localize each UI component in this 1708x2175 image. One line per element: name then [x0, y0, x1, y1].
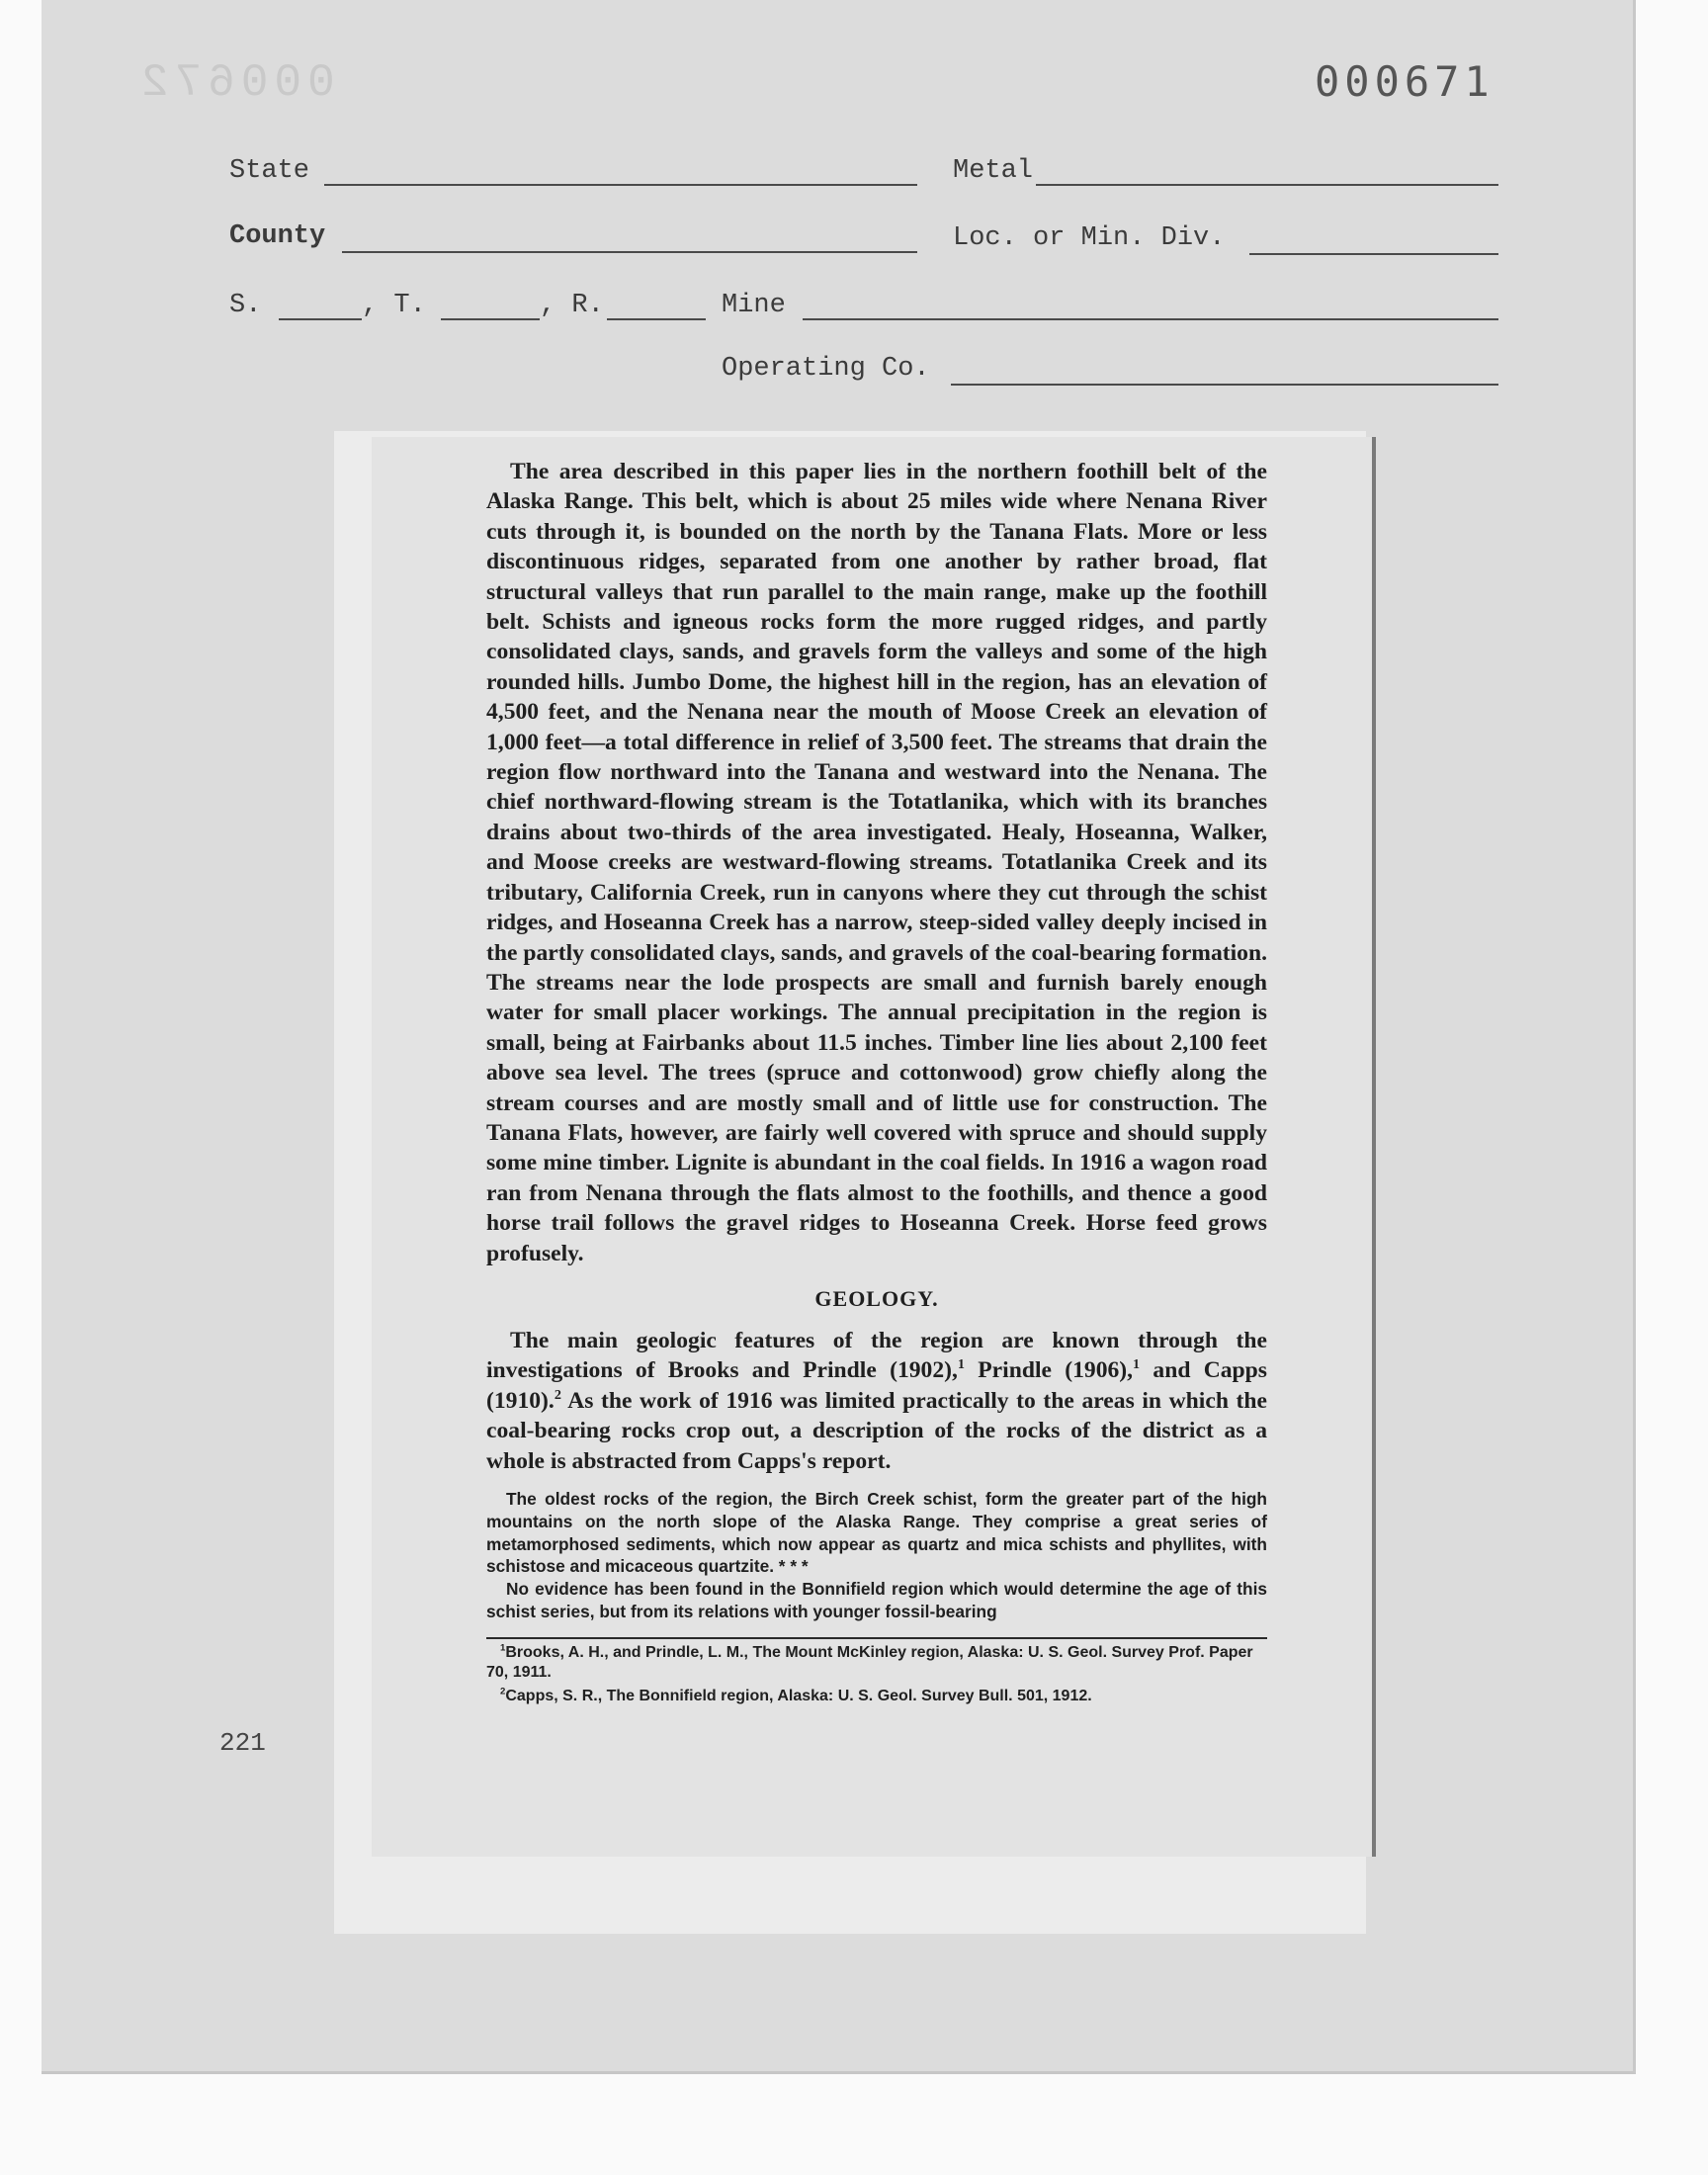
loc-field[interactable] [1249, 253, 1498, 255]
county-field[interactable] [342, 251, 917, 253]
ghost-card-number: 000672 [135, 57, 335, 109]
geology-heading: GEOLOGY. [814, 1285, 939, 1311]
s-label: S. [229, 291, 262, 320]
operating-field[interactable] [951, 384, 1498, 386]
footnote-2: $^2$Capps, S. R., The Bonnifield region, Alaska: U. S. Geol. Survey Bull. 501, 1912. [500, 1686, 1092, 1704]
footnote-rule [486, 1637, 1267, 1639]
quote-paragraph-2: No evidence has been found in the Bonnifield region which would determine the age of this schist series, but from its relations with younger fossil-bearing [486, 1579, 1267, 1621]
state-label: State [229, 156, 310, 186]
mine-label: Mine [722, 291, 786, 320]
footnote-1: $^1$Brooks, A. H., and Prindle, L. M., The Mount McKinley region, Alaska: U. S. Geol. Survey Prof. Paper 70, 1911. [486, 1642, 1253, 1681]
intro-paragraph: The area described in this paper lies in the northern foothill belt of the Alaska Range. This belt, which is about 25 miles wide where Nenana River cuts through it, is bounded on the north by the Tanana Flats. More or less discontinuous ridges, separated from one another by rather broad, flat structural valleys that run parallel to the main range, make up the foothill belt. Schists and igneous rocks form the more rugged ridges, and partly consolidated clays, sands, and gravels form the valleys and some of the high rounded hills. Jumbo Dome, the highest hill in the region, has an elevation of 4,500 feet, and the Nenana near the mouth of Moose Creek an elevation of 1,000 feet—a total difference in relief of 3,500 feet. The streams that drain the region flow northward into the Tanana and westward into the Nenana. The chief northward-flowing stream is the Totatlanika, which with its branches drains about two-thirds of the area investigated. Healy, Hoseanna, Walker, and Moose creeks are westward-flowing streams. Totatlanika Creek and its tributary, California Creek, run in canyons where they cut through the schist ridges, and Hoseanna Creek has a narrow, steep-sided valley deeply incised in the partly consolidated clays, sands, and gravels of the coal-bearing formation. The streams near the lode prospects are small and furnish barely enough water for small placer workings. The annual precipitation in the region is small, being at Fairbanks about 11.5 inches. Timber line lies about 2,100 feet above sea level. The trees (spruce and cottonwood) grow chiefly along the stream courses and are mostly small and of little use for construction. The Tanana Flats, however, are fairly well covered with spruce and should supply some mine timber. Lignite is abundant in the coal fields. In 1916 a wagon road ran from Nenana through the flats almost to the foothills, and thence a good horse trail follows the gravel ridges to Hoseanna Creek. Horse feed grows profusely. [486, 459, 1267, 1266]
range-field[interactable] [607, 318, 706, 320]
geology-paragraph: The main geologic features of the region are known through the investigations of Brooks and Prindle (1902),$^1$ Prindle (1906),$^1$ and Capps (1910).$^2$ As the work of 1916 was limited practically to the areas in which the coal-bearing rocks crop out, a description of the rocks of the district as a whole is abstracted from Capps's report. [486, 1327, 1267, 1474]
clipping-text [486, 457, 1267, 1706]
r-label: , R. [540, 291, 604, 320]
township-field[interactable] [441, 318, 540, 320]
quote-paragraph-1: The oldest rocks of the region, the Birch Creek schist, form the greater part of the high mountains on the north slope of the Alaska Range. They comprise a great series of metamorphosed sediments, which now appear as quartz and mica schists and phyllites, with schistose and micaceous quartzite. * * * [486, 1489, 1267, 1577]
card-number: 000671 [1315, 57, 1494, 106]
county-label: County [229, 221, 326, 251]
operating-label: Operating Co. [722, 354, 930, 384]
loc-label: Loc. or Min. Div. [953, 223, 1226, 253]
section-field[interactable] [279, 318, 362, 320]
t-label: , T. [362, 291, 426, 320]
metal-field[interactable] [1036, 184, 1498, 186]
text-clipping [372, 437, 1376, 1857]
page-number: 221 [219, 1728, 266, 1758]
mine-field[interactable] [803, 318, 1498, 320]
index-card [42, 0, 1636, 2074]
metal-label: Metal [953, 156, 1034, 186]
state-field[interactable] [324, 184, 917, 186]
